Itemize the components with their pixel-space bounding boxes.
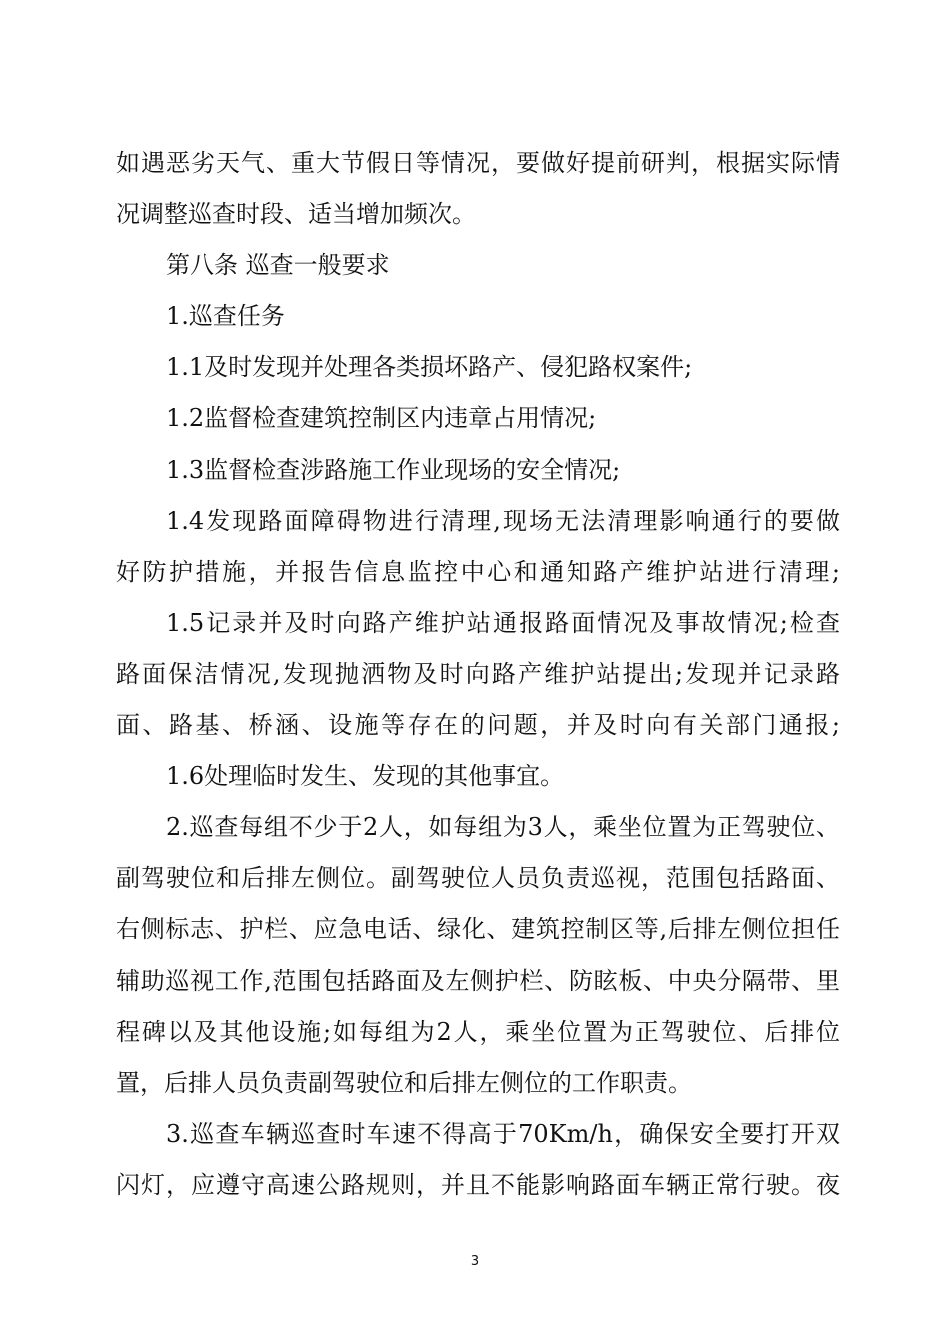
document-body bbox=[116, 138, 840, 1211]
text-line-10: 1.5记录并及时向路产维护站通报路面情况及事故情况;检查 bbox=[166, 608, 840, 637]
text-line-9: 好防护措施，并报告信息监控中心和通知路产维护站进行清理; bbox=[116, 557, 840, 586]
text-line-8: 1.4发现路面障碍物进行清理,现场无法清理影响通行的要做 bbox=[166, 506, 840, 535]
text-line-18: 程碑以及其他设施;如每组为2人，乘坐位置为正驾驶位、后排位 bbox=[116, 1017, 840, 1046]
text-line-7: 1.3监督检查涉路施工作业现场的安全情况; bbox=[166, 455, 621, 484]
text-line-12: 面、路基、桥涵、设施等存在的问题，并及时向有关部门通报; bbox=[116, 711, 840, 740]
text-line-1: 如遇恶劣天气、重大节假日等情况，要做好提前研判，根据实际情 bbox=[116, 149, 840, 177]
text-line-16: 右侧标志、护栏、应急电话、绿化、建筑控制区等,后排左侧位担任 bbox=[116, 915, 840, 944]
text-line-2: 况调整巡查时段、适当增加频次。 bbox=[116, 200, 476, 229]
text-line-4: 1.巡查任务 bbox=[166, 302, 285, 331]
text-line-13: 1.6处理临时发生、发现的其他事宜。 bbox=[166, 762, 565, 791]
text-line-14: 2.巡查每组不少于2人，如每组为3人，乘坐位置为正驾驶位、 bbox=[166, 813, 840, 842]
text-line-6: 1.2监督检查建筑控制区内违章占用情况; bbox=[166, 404, 597, 433]
text-line-17: 辅助巡视工作,范围包括路面及左侧护栏、防眩板、中央分隔带、里 bbox=[116, 966, 840, 995]
text-line-15: 副驾驶位和后排左侧位。副驾驶位人员负责巡视，范围包括路面、 bbox=[116, 864, 840, 893]
text-line-5: 1.1及时发现并处理各类损坏路产、侵犯路权案件; bbox=[166, 353, 693, 382]
section-heading: 第八条 巡查一般要求 bbox=[166, 251, 390, 280]
text-line-20: 3.巡查车辆巡查时车速不得高于70Km/h，确保安全要打开双 bbox=[166, 1119, 840, 1148]
text-line-11: 路面保洁情况,发现抛洒物及时向路产维护站提出;发现并记录路 bbox=[116, 659, 840, 688]
page-number: 3 bbox=[470, 1254, 480, 1269]
text-line-19: 置，后排人员负责副驾驶位和后排左侧位的工作职责。 bbox=[116, 1068, 692, 1097]
text-line-21: 闪灯，应遵守高速公路规则，并且不能影响路面车辆正常行驶。夜 bbox=[116, 1170, 840, 1199]
